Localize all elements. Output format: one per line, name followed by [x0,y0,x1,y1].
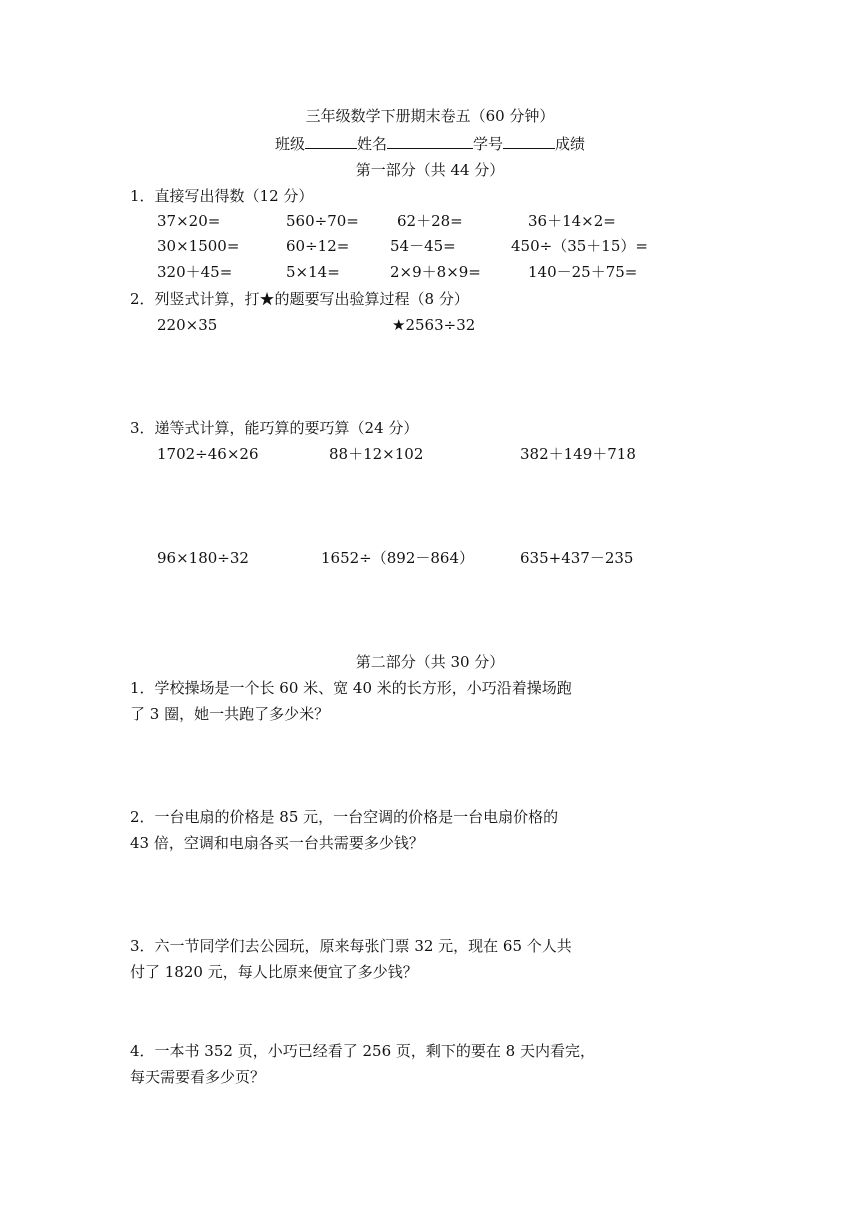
word-problem-line: 3．六一节同学们去公园玩，原来每张门票 32 元，现在 65 个人共 [130,937,572,955]
q3-item: 1702÷46×26 [157,445,259,463]
q1-item: 30×1500= [157,237,240,255]
word-problem-line: 了 3 圈，她一共跑了多少米？ [130,705,330,723]
class-label: 班级 [274,135,305,153]
q1-item: 560÷70= [286,212,359,230]
q1-item: 54－45= [390,237,456,255]
q2-title: 2．列竖式计算，打★的题要写出验算过程（8 分） [130,290,469,308]
q1-item: 37×20= [157,212,221,230]
q1-item: 5×14= [286,263,340,281]
name-blank[interactable] [387,134,473,149]
name-label: 姓名 [356,135,387,153]
q3-item: 88＋12×102 [329,445,424,463]
q2-item: 220×35 [157,316,218,334]
word-problem-line: 4．一本书 352 页，小巧已经看了 256 页，剩下的要在 8 天内看完， [130,1042,595,1060]
q1-title: 1．直接写出得数（12 分） [130,187,314,205]
q1-item: 450÷（35＋15）= [511,237,648,255]
part2-heading: 第二部分（共 30 分） [355,653,505,671]
q1-item: 2×9＋8×9= [390,263,481,281]
number-blank[interactable] [503,134,555,149]
q1-item: 62＋28= [397,212,463,230]
score-label: 成绩 [555,135,586,153]
word-problem-line: 每天需要看多少页？ [130,1068,266,1086]
q3-item: 382＋149＋718 [520,445,636,463]
q3-item: 1652÷（892－864） [321,549,475,567]
q1-item: 320＋45= [157,263,233,281]
exam-title: 三年级数学下册期末卷五（60 分钟） [305,107,555,125]
word-problem-line: 2．一台电扇的价格是 85 元，一台空调的价格是一台电扇价格的 [130,808,559,826]
q3-item: 635+437－235 [520,549,634,567]
q1-item: 140－25＋75= [528,263,638,281]
word-problem-line: 43 倍，空调和电扇各买一台共需要多少钱？ [130,834,424,852]
word-problem-line: 付了 1820 元，每人比原来便宜了多少钱？ [130,963,418,981]
class-blank[interactable] [305,134,357,149]
q1-item: 36＋14×2= [528,212,616,230]
number-label: 学号 [473,135,504,153]
student-info-line [0,134,860,154]
q2-item-starred: ★2563÷32 [392,316,476,334]
q3-title: 3．递等式计算，能巧算的要巧算（24 分） [130,419,419,437]
part1-heading: 第一部分（共 44 分） [355,161,505,179]
word-problem-line: 1．学校操场是一个长 60 米、宽 40 米的长方形，小巧沿着操场跑 [130,679,572,697]
q1-item: 60÷12= [286,237,350,255]
q3-item: 96×180÷32 [157,549,249,567]
